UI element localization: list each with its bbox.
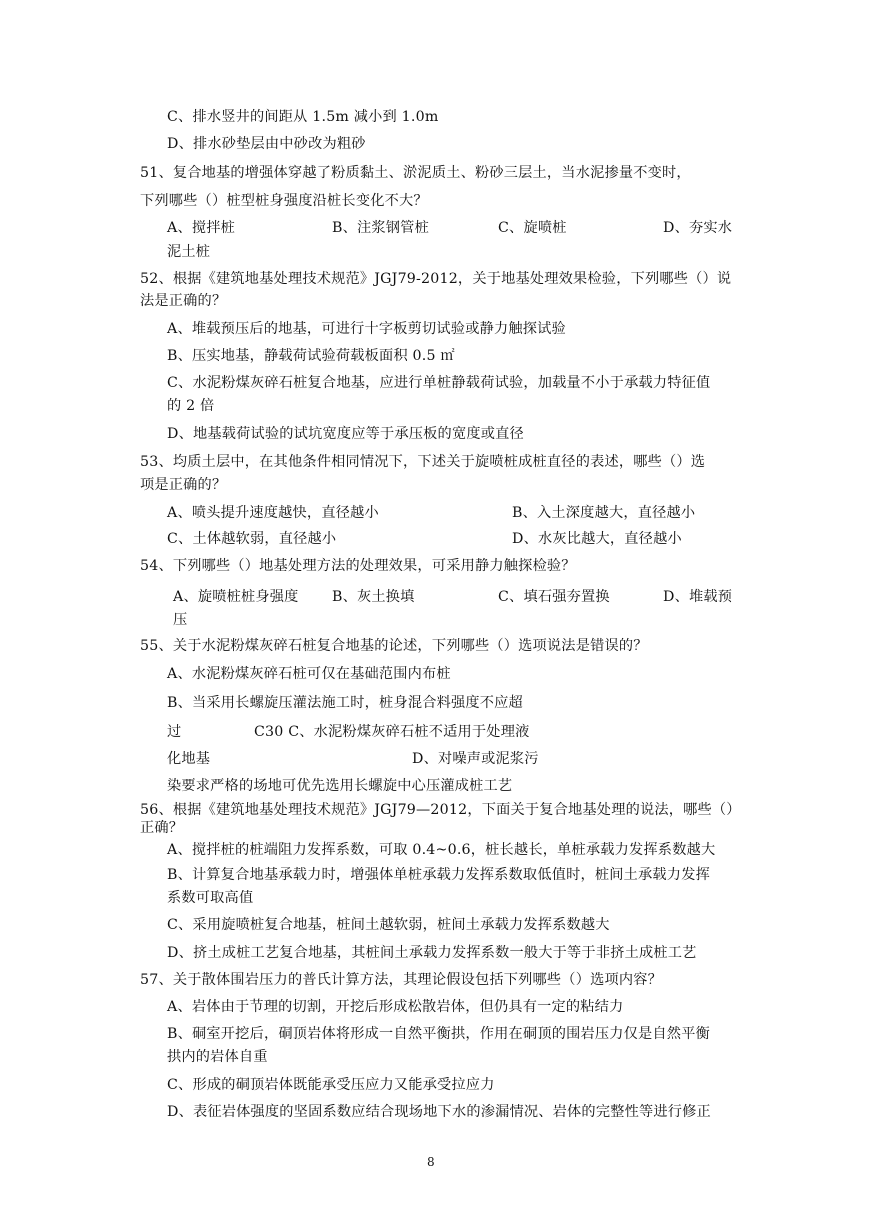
- text-line: 的 2 倍: [167, 398, 215, 414]
- text-line: 系数可取高值: [167, 890, 254, 906]
- text-line: D、排水砂垫层由中砂改为粗砂: [167, 136, 366, 152]
- option-d: D、表征岩体强度的坚固系数应结合现场地下水的渗漏情况、岩体的完整性等进行修正: [167, 1104, 711, 1120]
- text-line: C、排水竖井的间距从 1.5m 减小到 1.0m: [167, 109, 439, 125]
- option-b: B、计算复合地基承载力时，增强体单桩承载力发挥系数取低值时，桩间土承载力发挥: [167, 867, 710, 883]
- option-b: B、当采用长螺旋压灌法施工时，桩身混合料强度不应超: [167, 695, 523, 711]
- question-56-line: 56、根据《建筑地基处理技术规范》JGJ79—2012，下面关于复合地基处理的说法，哪些（）: [140, 802, 741, 818]
- option-c: C、土体越软弱，直径越小: [167, 531, 337, 547]
- text-line: 泥土桩: [167, 244, 211, 260]
- text-line: 染要求严格的场地可优先选用长螺旋中心压灌成桩工艺: [167, 778, 513, 794]
- option-b: B、硐室开挖后，硐顶岩体将形成一自然平衡拱，作用在硐顶的围岩压力仅是自然平衡: [167, 1026, 710, 1042]
- text-line: 压: [173, 612, 188, 628]
- option-a: A、岩体由于节理的切割，开挖后形成松散岩体，但仍具有一定的粘结力: [167, 999, 624, 1015]
- option-d: D、堆载预: [663, 589, 733, 605]
- option-b: B、压实地基，静载荷试验荷载板面积 0.5 ㎡: [167, 348, 455, 364]
- text-line: 法是正确的？: [140, 293, 227, 309]
- question-52-line: 52、根据《建筑地基处理技术规范》JGJ79-2012，关于地基处理效果检验，下列哪些（）说: [140, 271, 732, 287]
- text-line: 下列哪些（）桩型桩身强度沿桩长变化不大？: [140, 193, 428, 209]
- page-number: 8: [427, 1155, 435, 1169]
- question-51-line: 51、复合地基的增强体穿越了粉质黏土、淤泥质土、粉砂三层土，当水泥掺量不变时，: [140, 165, 691, 181]
- text-line: 项是正确的？: [140, 477, 227, 493]
- question-54-line: 54、下列哪些（）地基处理方法的处理效果，可采用静力触探检验？: [140, 558, 576, 574]
- option-a: A、搅拌桩: [167, 220, 235, 236]
- text-line: 过: [167, 724, 182, 740]
- option-b: B、注浆钢管桩: [332, 220, 429, 236]
- option-b: B、入土深度越大，直径越小: [512, 505, 696, 521]
- text-line: 化地基: [167, 751, 211, 767]
- question-57-line: 57、关于散体围岩压力的普氏计算方法，其理论假设包括下列哪些（）选项内容？: [140, 972, 663, 988]
- option-c: C、采用旋喷桩复合地基，桩间土越软弱，桩间土承载力发挥系数越大: [167, 917, 610, 933]
- option-d: D、对噪声或泥浆污: [412, 751, 539, 767]
- option-c: C30 C、水泥粉煤灰碎石桩不适用于处理液: [254, 724, 530, 740]
- option-b: B、灰土换填: [332, 589, 415, 605]
- option-c: C、填石强夯置换: [498, 589, 610, 605]
- option-d: D、挤土成桩工艺复合地基，其桩间土承载力发挥系数一般大于等于非挤土成桩工艺: [167, 945, 697, 961]
- option-d: D、夯实水: [663, 220, 733, 236]
- option-a: A、水泥粉煤灰碎石桩可仅在基础范围内布桩: [167, 666, 451, 682]
- option-a: A、喷头提升速度越快，直径越小: [167, 505, 379, 521]
- option-d: D、地基载荷试验的试坑宽度应等于承压板的宽度或直径: [167, 426, 524, 442]
- option-c: C、旋喷桩: [498, 220, 567, 236]
- option-c: C、形成的硐顶岩体既能承受压应力又能承受拉应力: [167, 1077, 495, 1093]
- question-55-line: 55、关于水泥粉煤灰碎石桩复合地基的论述，下列哪些（）选项说法是错误的？: [140, 638, 648, 654]
- option-d: D、水灰比越大，直径越小: [512, 531, 682, 547]
- question-53-line: 53、均质土层中，在其他条件相同情况下，下述关于旋喷桩成桩直径的表述，哪些（）选: [140, 454, 706, 470]
- option-a: A、搅拌桩的桩端阻力发挥系数，可取 0.4~0.6，桩长越长，单桩承载力发挥系数越大: [167, 842, 716, 858]
- option-a: A、堆载预压后的地基，可进行十字板剪切试验或静力触探试验: [167, 321, 566, 337]
- option-c: C、水泥粉煤灰碎石桩复合地基，应进行单桩静载荷试验，加载量不小于承载力特征值: [167, 375, 711, 391]
- option-a: A、旋喷桩桩身强度: [173, 589, 299, 605]
- text-line: 正确？: [140, 820, 184, 836]
- text-line: 拱内的岩体自重: [167, 1049, 268, 1065]
